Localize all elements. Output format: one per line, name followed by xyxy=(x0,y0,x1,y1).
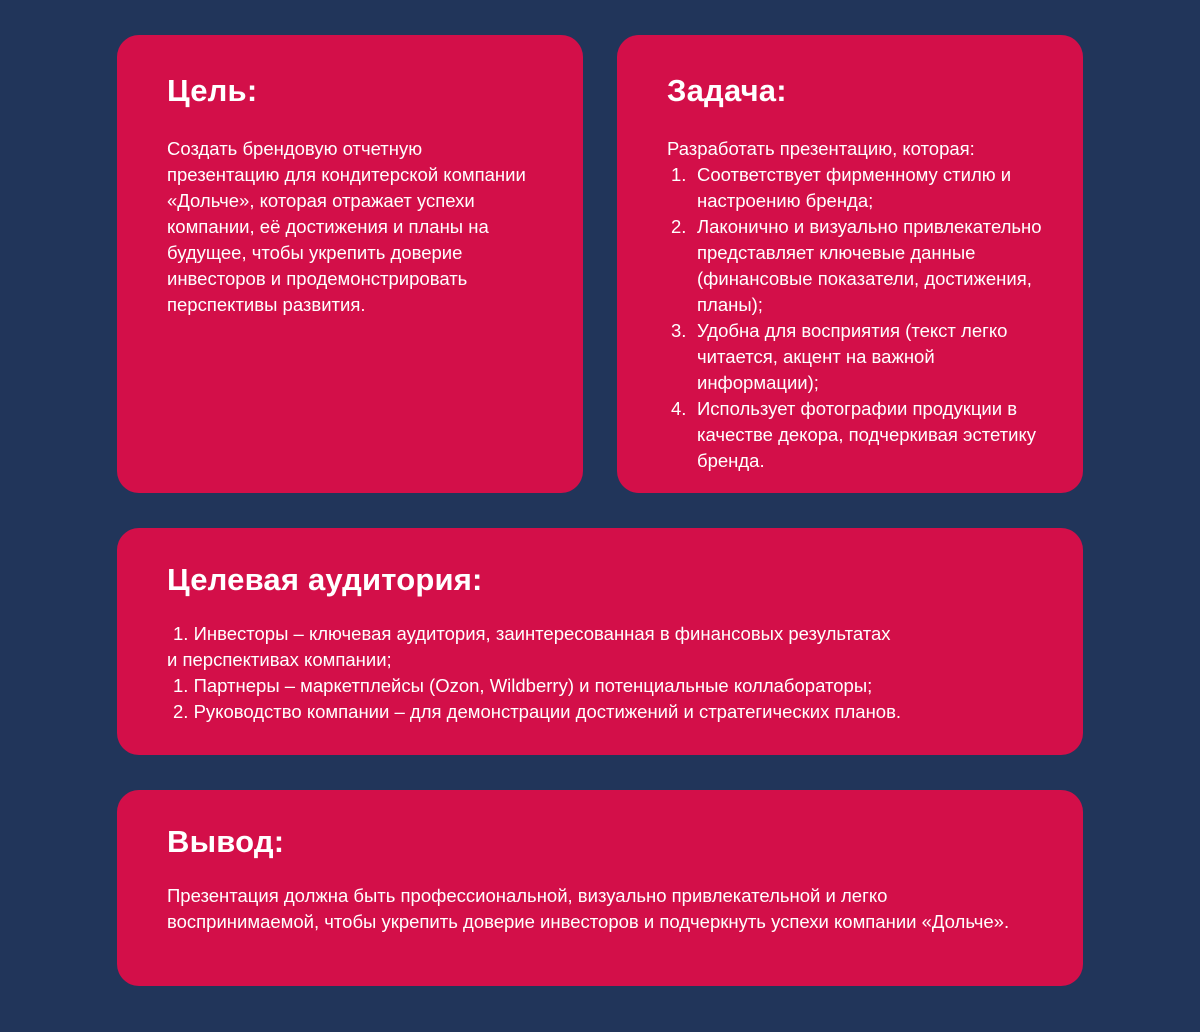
task-item xyxy=(667,396,1049,474)
audience-list xyxy=(167,621,1033,725)
goal-text: Создать брендовую отчетную презентацию для кондитерской компании «Дольче», которая отражает успехи компании, её достижения и планы на будущее, чтобы укрепить доверие инвесторов и продемонстрировать перспективы развития. xyxy=(167,138,526,315)
task-item xyxy=(667,162,1049,214)
audience-item xyxy=(167,621,1033,647)
task-item-number: 2. xyxy=(671,216,687,237)
task-item-text: Соответствует фирменному стилю и настроению бренда; xyxy=(697,164,1012,211)
conclusion-card xyxy=(117,790,1083,986)
audience-item-text: Партнеры – маркетплейсы (Ozon, Wildberry) и потенциальные коллабораторы; xyxy=(193,675,873,696)
task-item-text: Удобна для восприятия (текст легко читается, акцент на важной информации); xyxy=(697,320,1008,393)
task-body xyxy=(667,136,1042,474)
audience-item xyxy=(167,699,1033,725)
audience-title: Целевая аудитория: xyxy=(167,562,483,597)
task-card xyxy=(617,35,1083,493)
conclusion-title: Вывод: xyxy=(167,824,285,859)
audience-item-number: 1. xyxy=(173,675,189,696)
audience-item-text: Руководство компании – для демонстрации достижений и стратегических планов. xyxy=(193,701,902,722)
audience-item-number: 1. xyxy=(173,623,189,644)
conclusion-text: Презентация должна быть профессиональной, визуально привлекательной и легко воспринимаемой, чтобы укрепить доверие инвесторов и подчеркнуть успехи компании «Дольче». xyxy=(167,885,1010,932)
task-item xyxy=(667,318,1049,396)
task-title: Задача: xyxy=(667,73,787,108)
task-item-text: Лаконично и визуально привлекательно представляет ключевые данные (финансовые показатели, достижения, планы); xyxy=(697,216,1042,315)
task-item-number: 4. xyxy=(671,398,687,419)
audience-card xyxy=(117,528,1083,755)
audience-item-text: Инвесторы – ключевая аудитория, заинтересованная в финансовых результатах xyxy=(193,623,891,644)
task-list xyxy=(667,162,1042,474)
task-item xyxy=(667,214,1049,318)
task-item-number: 1. xyxy=(671,164,687,185)
audience-item xyxy=(167,673,1033,699)
goal-card xyxy=(117,35,583,493)
audience-item-continuation: и перспективах компании; xyxy=(167,649,392,670)
task-item-number: 3. xyxy=(671,320,687,341)
task-intro: Разработать презентацию, которая: xyxy=(667,138,975,159)
task-item-text: Использует фотографии продукции в качестве декора, подчеркивая эстетику бренда. xyxy=(697,398,1037,471)
goal-title: Цель: xyxy=(167,73,258,108)
audience-item-number: 2. xyxy=(173,701,189,722)
